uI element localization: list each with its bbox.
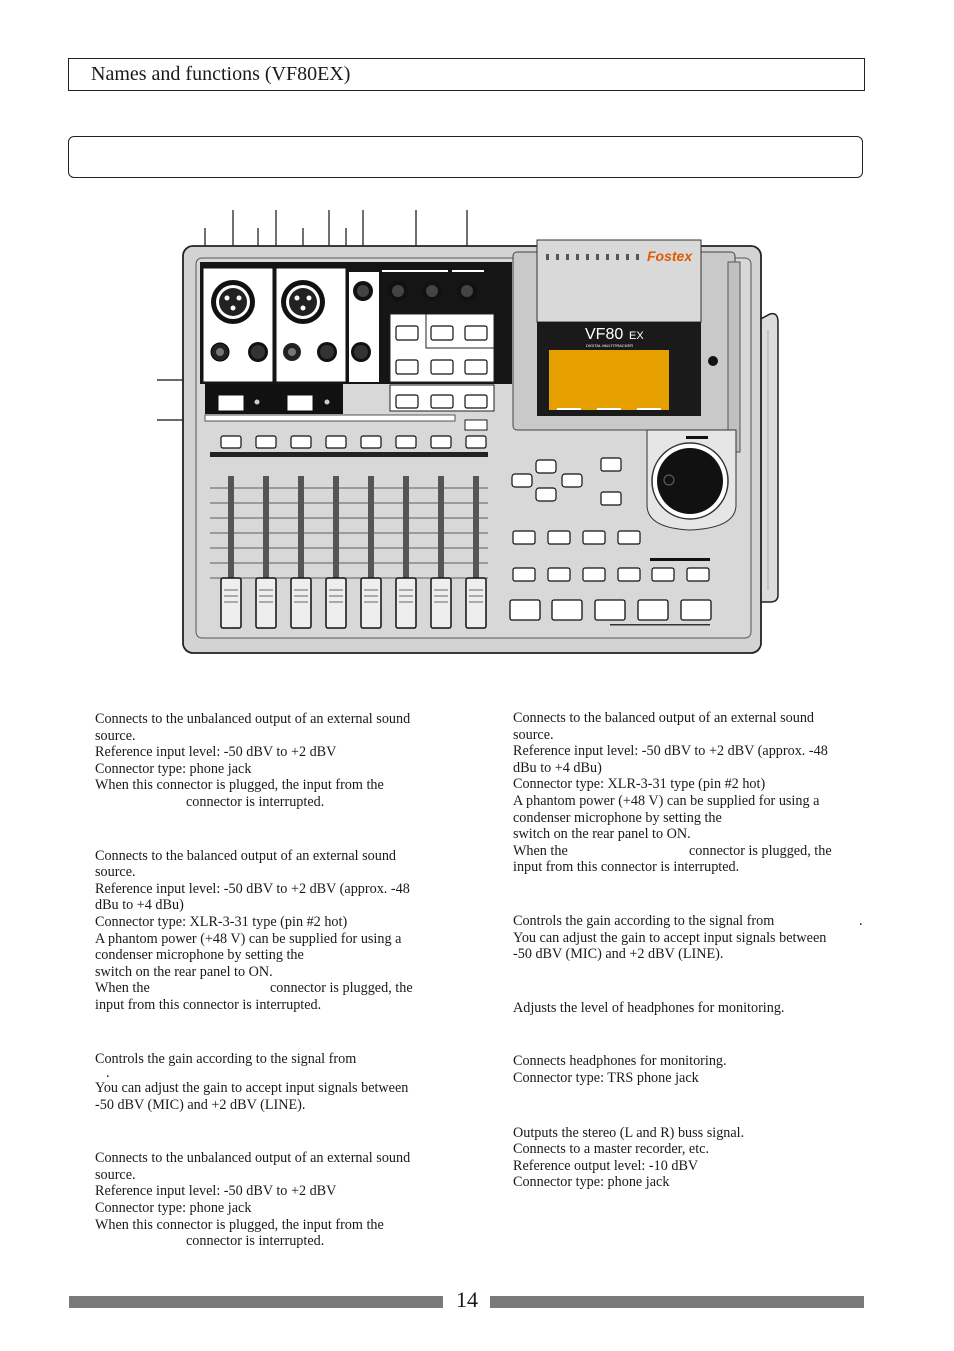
lcd-screen (549, 350, 669, 410)
desc-xlr-input-2 (513, 710, 873, 876)
text-fragment: Controls the gain according to the signal from (513, 912, 775, 929)
model-suffix: EX (629, 330, 644, 342)
text-line: Connector type: phone jack (95, 760, 252, 777)
text-line: Reference input level: -50 dBV to +2 dBV (approx. -48 (513, 743, 828, 760)
brand-logo: Fostex (647, 248, 693, 264)
page-number: 14 (456, 1287, 478, 1312)
page-title: Names and functions (VF80EX) (91, 63, 351, 85)
text-line: switch on the rear panel to ON. (513, 826, 691, 843)
desc-trim-knob-1 (95, 1051, 455, 1114)
text-line: Connects to a master recorder, etc. (513, 1141, 709, 1158)
xlr-input-b (281, 280, 325, 324)
text-line: When this connector is plugged, the input from the (95, 777, 384, 794)
text-line: Controls the gain according to the signal from (95, 1050, 357, 1067)
xlr-input-a (211, 280, 255, 324)
text-line (513, 843, 873, 860)
text-line: Connector type: XLR-3-31 type (pin #2 hot) (95, 913, 348, 930)
text-line: Connects headphones for monitoring. (513, 1053, 727, 1070)
text-line: condenser microphone by setting the (513, 809, 722, 826)
text-line: Reference output level: -10 dBV (513, 1157, 699, 1174)
text-fragment: connector is plugged, the (270, 980, 413, 997)
desc-phones-level (513, 1000, 873, 1017)
text-line: source. (513, 726, 554, 743)
model-logo: VF80 (585, 326, 624, 343)
footer-bar-left (69, 1296, 443, 1308)
text-line: source. (95, 727, 136, 744)
text-line: Reference input level: -50 dBV to +2 dBV (approx. -48 (95, 880, 410, 897)
text-line: A phantom power (+48 V) can be supplied for using a (95, 930, 402, 947)
footer-bar-right (490, 1296, 864, 1308)
text-fragment: connector is plugged, the (689, 842, 832, 859)
text-line: . (106, 1065, 110, 1082)
text-line: Connects to the balanced output of an external sound (95, 847, 397, 864)
text-line: source. (95, 864, 136, 881)
text-line (95, 980, 455, 997)
text-line: connector is interrupted. (186, 1233, 325, 1250)
text-line: Connects to the unbalanced output of an external sound (95, 1150, 411, 1167)
text-line: dBu to +4 dBu) (513, 759, 602, 776)
text-line: input from this connector is interrupted. (513, 859, 740, 876)
text-line: -50 dBV (MIC) and +2 dBV (LINE). (95, 1096, 306, 1113)
text-line: -50 dBV (MIC) and +2 dBV (LINE). (513, 946, 724, 963)
text-line: Connector type: XLR-3-31 type (pin #2 hot) (513, 776, 766, 793)
text-line: source. (95, 1166, 136, 1183)
text-line: You can adjust the gain to accept input signals between (513, 929, 827, 946)
right-column (513, 710, 873, 1191)
desc-xlr-input-1 (95, 848, 455, 1014)
text-line: When this connector is plugged, the input from the (95, 1216, 384, 1233)
text-line: connector is interrupted. (186, 793, 325, 810)
desc-trim-knob-2 (513, 913, 873, 963)
text-line: Outputs the stereo (L and R) buss signal. (513, 1124, 745, 1141)
desc-stereo-out (513, 1125, 873, 1191)
text-fragment: . (859, 912, 863, 929)
text-line: Reference input level: -50 dBV to +2 dBV (95, 1183, 337, 1200)
text-line (513, 913, 873, 930)
text-line: Connector type: phone jack (513, 1174, 670, 1191)
text-line: input from this connector is interrupted. (95, 996, 322, 1013)
model-tagline: DIGITAL MULTITRACKER (586, 343, 634, 348)
text-line: A phantom power (+48 V) can be supplied for using a (513, 792, 820, 809)
text-line: dBu to +4 dBu) (95, 897, 184, 914)
text-line: Reference input level: -50 dBV to +2 dBV (95, 744, 337, 761)
desc-phone-input-2 (95, 1150, 455, 1250)
desc-phones-jack (513, 1053, 873, 1086)
jog-dial (657, 448, 723, 514)
left-column (95, 711, 455, 1250)
text-line: Connector type: TRS phone jack (513, 1069, 699, 1086)
text-fragment: When the (513, 842, 568, 859)
text-line: switch on the rear panel to ON. (95, 963, 273, 980)
text-fragment: When the (95, 980, 150, 997)
text-line: Adjusts the level of headphones for monitoring. (513, 999, 785, 1016)
text-line: You can adjust the gain to accept input signals between (95, 1080, 409, 1097)
desc-phone-input-1 (95, 711, 455, 811)
text-line: Connects to the balanced output of an external sound (513, 710, 815, 726)
text-line: condenser microphone by setting the (95, 947, 304, 964)
text-line: Connects to the unbalanced output of an external sound (95, 711, 411, 727)
transport-keys (510, 600, 711, 620)
text-line: Connector type: phone jack (95, 1200, 252, 1217)
